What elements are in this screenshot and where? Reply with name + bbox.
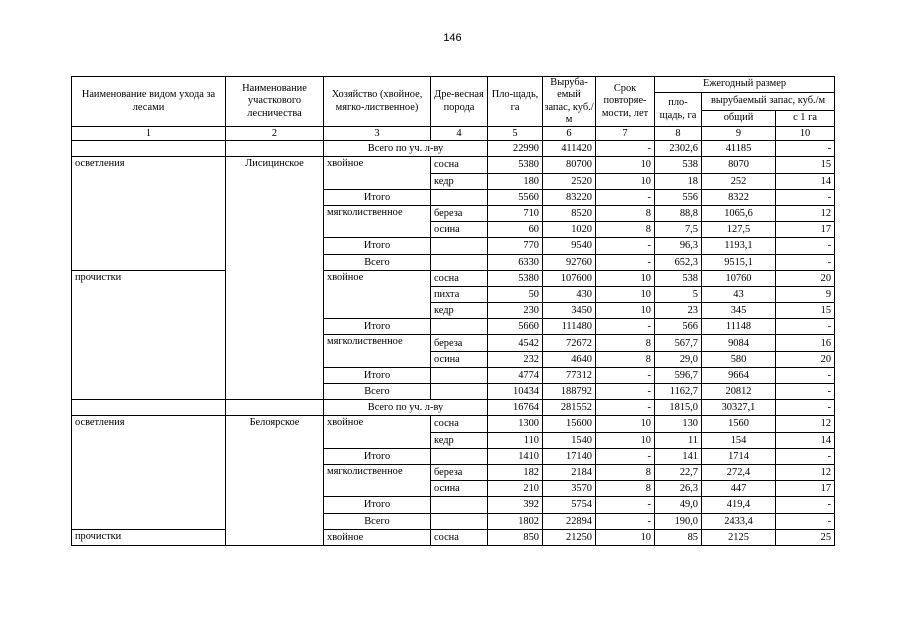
- annual-area-cell: 26,3: [655, 481, 702, 497]
- species-cell: сосна: [431, 416, 488, 432]
- per-ha-cell: -: [776, 254, 835, 270]
- stock-cell: 1020: [543, 222, 596, 238]
- period-cell: 10: [596, 303, 655, 319]
- period-cell: 10: [596, 270, 655, 286]
- annual-total-cell: 11148: [702, 319, 776, 335]
- area-cell: 4774: [488, 367, 543, 383]
- stock-cell: 83220: [543, 189, 596, 205]
- per-ha-cell: 15: [776, 157, 835, 173]
- stock-cell: 1540: [543, 432, 596, 448]
- per-ha-cell: 14: [776, 173, 835, 189]
- column-number: 1: [72, 127, 226, 141]
- stock-cell: 2184: [543, 464, 596, 480]
- area-cell: 22990: [488, 141, 543, 157]
- header-period: Срок повторяе-мости, лет: [596, 77, 655, 127]
- area-cell: 50: [488, 286, 543, 302]
- header-annual-stock: вырубаемый запас, куб./м: [702, 93, 835, 111]
- annual-area-cell: 190,0: [655, 513, 702, 529]
- column-number: 4: [431, 127, 488, 141]
- species-cell: пихта: [431, 286, 488, 302]
- area-cell: 1802: [488, 513, 543, 529]
- area-cell: 230: [488, 303, 543, 319]
- table-row: [72, 157, 835, 173]
- annual-area-cell: 652,3: [655, 254, 702, 270]
- care-type-cell: прочистки: [72, 270, 226, 400]
- header-stock-per-ha: с 1 га: [776, 111, 835, 127]
- summary-label: Всего: [324, 513, 431, 529]
- area-cell: 16764: [488, 400, 543, 416]
- period-cell: -: [596, 189, 655, 205]
- annual-total-cell: 1193,1: [702, 238, 776, 254]
- per-ha-cell: 20: [776, 351, 835, 367]
- per-ha-cell: 12: [776, 205, 835, 221]
- stock-cell: 21250: [543, 529, 596, 545]
- stock-cell: 188792: [543, 384, 596, 400]
- area-cell: 770: [488, 238, 543, 254]
- stock-cell: 3570: [543, 481, 596, 497]
- farm-type-cell: мягколиственное: [324, 205, 431, 237]
- table-row: [72, 400, 835, 416]
- header-area: Пло-щадь, га: [488, 77, 543, 127]
- farm-type-cell: мягколиственное: [324, 464, 431, 496]
- annual-total-cell: 8070: [702, 157, 776, 173]
- annual-area-cell: 596,7: [655, 367, 702, 383]
- summary-label: Итого: [324, 448, 431, 464]
- area-cell: 10434: [488, 384, 543, 400]
- period-cell: 10: [596, 416, 655, 432]
- species-cell: осина: [431, 222, 488, 238]
- annual-total-cell: 419,4: [702, 497, 776, 513]
- per-ha-cell: 12: [776, 464, 835, 480]
- column-number: 9: [702, 127, 776, 141]
- area-cell: 392: [488, 497, 543, 513]
- forest-care-table: [71, 76, 835, 546]
- per-ha-cell: -: [776, 189, 835, 205]
- annual-area-cell: 141: [655, 448, 702, 464]
- stock-cell: 5754: [543, 497, 596, 513]
- annual-area-cell: 130: [655, 416, 702, 432]
- annual-area-cell: 85: [655, 529, 702, 545]
- per-ha-cell: 25: [776, 529, 835, 545]
- annual-area-cell: 96,3: [655, 238, 702, 254]
- per-ha-cell: 16: [776, 335, 835, 351]
- summary-label: Всего: [324, 384, 431, 400]
- care-type-cell: прочистки: [72, 529, 226, 545]
- annual-area-cell: 18: [655, 173, 702, 189]
- period-cell: -: [596, 513, 655, 529]
- area-cell: 210: [488, 481, 543, 497]
- annual-area-cell: 49,0: [655, 497, 702, 513]
- table-row: [72, 529, 835, 545]
- stock-cell: 9540: [543, 238, 596, 254]
- summary-label: Итого: [324, 367, 431, 383]
- area-cell: 4542: [488, 335, 543, 351]
- header-forestry: Наименование участкового лесничества: [226, 77, 324, 127]
- period-cell: -: [596, 367, 655, 383]
- annual-total-cell: 8322: [702, 189, 776, 205]
- annual-total-cell: 127,5: [702, 222, 776, 238]
- annual-area-cell: 88,8: [655, 205, 702, 221]
- species-cell: береза: [431, 464, 488, 480]
- annual-total-cell: 1560: [702, 416, 776, 432]
- area-cell: 5560: [488, 189, 543, 205]
- annual-total-cell: 9084: [702, 335, 776, 351]
- care-type-cell: осветления: [72, 157, 226, 270]
- header-annual-area: пло-щадь, га: [655, 93, 702, 127]
- summary-label: Итого: [324, 238, 431, 254]
- annual-total-cell: 9515,1: [702, 254, 776, 270]
- summary-label: Итого: [324, 189, 431, 205]
- annual-total-cell: 272,4: [702, 464, 776, 480]
- page-number: 146: [443, 32, 462, 44]
- period-cell: 8: [596, 205, 655, 221]
- farm-type-cell: хвойное: [324, 529, 431, 545]
- stock-cell: 77312: [543, 367, 596, 383]
- annual-area-cell: 23: [655, 303, 702, 319]
- area-cell: 60: [488, 222, 543, 238]
- annual-total-cell: 41185: [702, 141, 776, 157]
- annual-total-cell: 447: [702, 481, 776, 497]
- per-ha-cell: -: [776, 319, 835, 335]
- annual-total-cell: 30327,1: [702, 400, 776, 416]
- annual-area-cell: 556: [655, 189, 702, 205]
- header-annual-size: Ежегодный размер: [655, 77, 835, 93]
- area-cell: 110: [488, 432, 543, 448]
- area-cell: 710: [488, 205, 543, 221]
- stock-cell: 80700: [543, 157, 596, 173]
- stock-cell: 111480: [543, 319, 596, 335]
- period-cell: 10: [596, 432, 655, 448]
- care-type-cell: осветления: [72, 416, 226, 529]
- annual-area-cell: 567,7: [655, 335, 702, 351]
- annual-area-cell: 1815,0: [655, 400, 702, 416]
- period-cell: -: [596, 497, 655, 513]
- stock-cell: 430: [543, 286, 596, 302]
- area-cell: 5380: [488, 157, 543, 173]
- annual-area-cell: 5: [655, 286, 702, 302]
- per-ha-cell: -: [776, 141, 835, 157]
- period-cell: 10: [596, 286, 655, 302]
- summary-label: Всего по уч. л-ву: [324, 141, 488, 157]
- species-cell: сосна: [431, 270, 488, 286]
- farm-type-cell: хвойное: [324, 157, 431, 189]
- stock-cell: 22894: [543, 513, 596, 529]
- annual-area-cell: 538: [655, 157, 702, 173]
- annual-total-cell: 43: [702, 286, 776, 302]
- annual-total-cell: 1714: [702, 448, 776, 464]
- per-ha-cell: 9: [776, 286, 835, 302]
- per-ha-cell: -: [776, 367, 835, 383]
- period-cell: 8: [596, 335, 655, 351]
- stock-cell: 107600: [543, 270, 596, 286]
- stock-cell: 4640: [543, 351, 596, 367]
- forestry-cell: Белоярское: [226, 416, 324, 546]
- annual-area-cell: 11: [655, 432, 702, 448]
- column-number: 7: [596, 127, 655, 141]
- per-ha-cell: -: [776, 384, 835, 400]
- table-row: [72, 141, 835, 157]
- area-cell: 5660: [488, 319, 543, 335]
- stock-cell: 72672: [543, 335, 596, 351]
- annual-total-cell: 252: [702, 173, 776, 189]
- stock-cell: 17140: [543, 448, 596, 464]
- annual-total-cell: 154: [702, 432, 776, 448]
- column-number: 6: [543, 127, 596, 141]
- period-cell: -: [596, 384, 655, 400]
- annual-total-cell: 1065,6: [702, 205, 776, 221]
- farm-type-cell: хвойное: [324, 270, 431, 319]
- area-cell: 6330: [488, 254, 543, 270]
- per-ha-cell: -: [776, 238, 835, 254]
- annual-total-cell: 9664: [702, 367, 776, 383]
- stock-cell: 411420: [543, 141, 596, 157]
- per-ha-cell: 17: [776, 481, 835, 497]
- stock-cell: 15600: [543, 416, 596, 432]
- annual-area-cell: 22,7: [655, 464, 702, 480]
- header-species: Дре-весная порода: [431, 77, 488, 127]
- period-cell: -: [596, 400, 655, 416]
- species-cell: сосна: [431, 157, 488, 173]
- period-cell: 8: [596, 464, 655, 480]
- column-number: 2: [226, 127, 324, 141]
- annual-total-cell: 2125: [702, 529, 776, 545]
- period-cell: 8: [596, 222, 655, 238]
- annual-total-cell: 580: [702, 351, 776, 367]
- per-ha-cell: 17: [776, 222, 835, 238]
- period-cell: 8: [596, 351, 655, 367]
- column-number: 5: [488, 127, 543, 141]
- per-ha-cell: -: [776, 513, 835, 529]
- period-cell: 10: [596, 529, 655, 545]
- table-row: [72, 270, 835, 286]
- per-ha-cell: -: [776, 400, 835, 416]
- area-cell: 182: [488, 464, 543, 480]
- farm-type-cell: хвойное: [324, 416, 431, 448]
- annual-total-cell: 345: [702, 303, 776, 319]
- per-ha-cell: -: [776, 497, 835, 513]
- per-ha-cell: 20: [776, 270, 835, 286]
- table-row: [72, 416, 835, 432]
- summary-label: Всего: [324, 254, 431, 270]
- area-cell: 1300: [488, 416, 543, 432]
- annual-total-cell: 10760: [702, 270, 776, 286]
- species-cell: сосна: [431, 529, 488, 545]
- stock-cell: 2520: [543, 173, 596, 189]
- header-farm-type: Хозяйство (хвойное, мягко-лиственное): [324, 77, 431, 127]
- period-cell: 8: [596, 481, 655, 497]
- annual-area-cell: 29,0: [655, 351, 702, 367]
- species-cell: береза: [431, 335, 488, 351]
- header-care-type: Наименование видом ухода за лесами: [72, 77, 226, 127]
- per-ha-cell: 15: [776, 303, 835, 319]
- stock-cell: 8520: [543, 205, 596, 221]
- per-ha-cell: 14: [776, 432, 835, 448]
- summary-label: Всего по уч. л-ву: [324, 400, 488, 416]
- species-cell: кедр: [431, 303, 488, 319]
- summary-label: Итого: [324, 319, 431, 335]
- column-number: 8: [655, 127, 702, 141]
- column-number: 10: [776, 127, 835, 141]
- species-cell: береза: [431, 205, 488, 221]
- annual-total-cell: 20812: [702, 384, 776, 400]
- annual-area-cell: 538: [655, 270, 702, 286]
- period-cell: -: [596, 238, 655, 254]
- area-cell: 1410: [488, 448, 543, 464]
- period-cell: -: [596, 254, 655, 270]
- farm-type-cell: мягколиственное: [324, 335, 431, 367]
- area-cell: 850: [488, 529, 543, 545]
- area-cell: 180: [488, 173, 543, 189]
- stock-cell: 281552: [543, 400, 596, 416]
- annual-area-cell: 566: [655, 319, 702, 335]
- species-cell: кедр: [431, 432, 488, 448]
- species-cell: кедр: [431, 173, 488, 189]
- period-cell: -: [596, 448, 655, 464]
- summary-label: Итого: [324, 497, 431, 513]
- period-cell: 10: [596, 157, 655, 173]
- area-cell: 232: [488, 351, 543, 367]
- area-cell: 5380: [488, 270, 543, 286]
- header-stock-total: общий: [702, 111, 776, 127]
- per-ha-cell: -: [776, 448, 835, 464]
- period-cell: -: [596, 141, 655, 157]
- stock-cell: 92760: [543, 254, 596, 270]
- stock-cell: 3450: [543, 303, 596, 319]
- period-cell: -: [596, 319, 655, 335]
- column-number: 3: [324, 127, 431, 141]
- period-cell: 10: [596, 173, 655, 189]
- header-stock: Выруба-емый запас, куб./м: [544, 77, 594, 125]
- forestry-cell: Лисицинское: [226, 157, 324, 400]
- species-cell: осина: [431, 351, 488, 367]
- per-ha-cell: 12: [776, 416, 835, 432]
- annual-total-cell: 2433,4: [702, 513, 776, 529]
- species-cell: осина: [431, 481, 488, 497]
- annual-area-cell: 2302,6: [655, 141, 702, 157]
- annual-area-cell: 7,5: [655, 222, 702, 238]
- annual-area-cell: 1162,7: [655, 384, 702, 400]
